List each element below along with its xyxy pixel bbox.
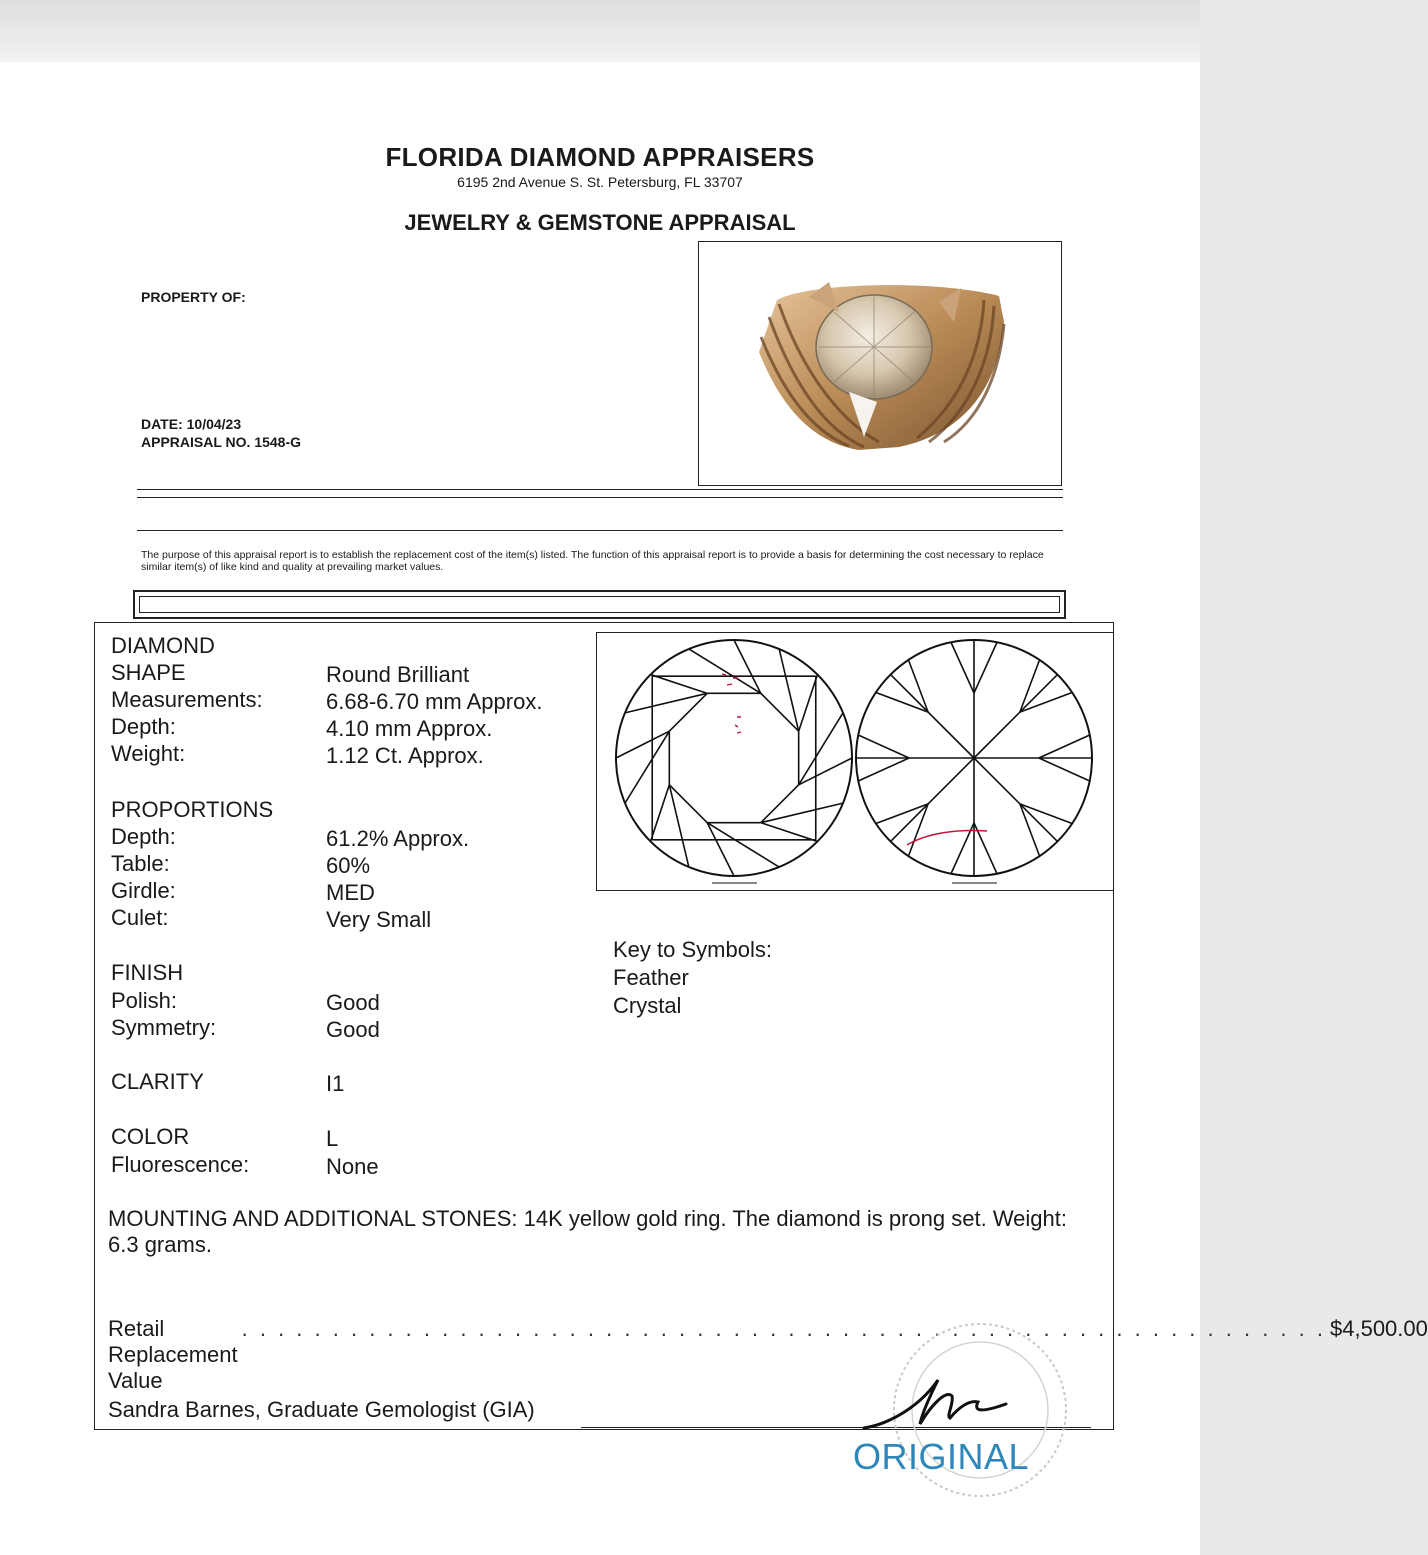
spec-label: Weight: (111, 741, 186, 766)
spec-label: Depth: (111, 824, 176, 849)
clarity-plot (597, 633, 1113, 890)
divider-rule (137, 530, 1063, 531)
appraisal-number-value: 1548-G (254, 434, 302, 450)
fluorescence-value: None (326, 1154, 379, 1179)
appraiser-name: Sandra Barnes, Graduate Gemologist (GIA) (108, 1397, 535, 1422)
purpose-statement: The purpose of this appraisal report is to establish the replacement cost of the item(s) listed. The function of this appraisal report is to provide a basis for determining the cost necessary to replace similar item(s) of like kind and quality at prevailing market values. (141, 549, 1044, 573)
date-label: DATE: (141, 416, 183, 432)
clarity-label: CLARITY (111, 1069, 204, 1094)
spec-value: 60% (326, 853, 371, 878)
spec-value: 6.68-6.70 mm Approx. (326, 689, 543, 714)
spec-value: MED (326, 880, 375, 905)
signature-icon (860, 1366, 1020, 1436)
key-item-feather: Feather (613, 965, 689, 990)
spec-value: 61.2% Approx. (326, 826, 470, 851)
color-value: L (326, 1126, 339, 1151)
divider-rule (137, 497, 1063, 498)
spec-value: Very Small (326, 907, 432, 932)
date-value: 10/04/23 (186, 416, 242, 432)
spec-value: 1.12 Ct. Approx. (326, 743, 484, 768)
leader-dots: . . . . . . . . . . . . . . . . . . . . . . . . . . . . . . . . . . . . . . . . . . . . . . . . . . . . . . . . . . . . (241, 1316, 1326, 1341)
original-stamp: ORIGINAL (853, 1436, 1030, 1477)
appraisal-number-label: APPRAISAL NO. (141, 434, 251, 450)
retail-value-amount: $4,500.00 (1330, 1316, 1428, 1341)
ring-photo (698, 241, 1062, 486)
scanner-edge (0, 0, 1200, 62)
spec-label: SHAPE (111, 660, 186, 685)
company-name: FLORIDA DIAMOND APPRAISERS (385, 142, 815, 172)
key-item-crystal: Crystal (613, 993, 682, 1018)
ring-photo-icon (699, 242, 1061, 485)
spec-label: Polish: (111, 988, 178, 1013)
retail-value-label: Retail Replacement Value (108, 1316, 238, 1393)
key-to-symbols (613, 936, 772, 1020)
spec-value: Round Brilliant (326, 662, 470, 687)
fluorescence-label: Fluorescence: (111, 1152, 250, 1177)
property-of-label: PROPERTY OF: (141, 289, 246, 305)
spec-label: Table: (111, 851, 170, 876)
spec-label: Depth: (111, 714, 176, 739)
spec-value: 4.10 mm Approx. (326, 716, 493, 741)
spec-value: Good (326, 1017, 380, 1042)
mounting-description: MOUNTING AND ADDITIONAL STONES: 14K yellow gold ring. The diamond is prong set. Weight: 6.3 grams. (108, 1206, 1067, 1257)
diamond-pavilion-diagram-icon (856, 640, 1092, 876)
key-heading: Key to Symbols: (613, 937, 772, 962)
proportions-heading: PROPORTIONS (111, 797, 274, 822)
spec-label: Culet: (111, 905, 169, 930)
document-title: JEWELRY & GEMSTONE APPRAISAL (404, 210, 796, 235)
diamond-crown-diagram-icon (616, 640, 852, 876)
clarity-plot-box (596, 632, 1114, 891)
spec-label: Measurements: (111, 687, 263, 712)
clarity-value: I1 (326, 1071, 345, 1096)
diamond-heading: DIAMOND (111, 633, 215, 658)
appraisal-number-line (141, 434, 301, 450)
spec-label: Girdle: (111, 878, 176, 903)
finish-heading: FINISH (111, 960, 184, 985)
divider-rule (137, 489, 1063, 490)
spec-label: Symmetry: (111, 1015, 217, 1040)
color-label: COLOR (111, 1124, 190, 1149)
company-address: 6195 2nd Avenue S. St. Petersburg, FL 33707 (457, 174, 743, 190)
inclusion-marks (722, 674, 987, 845)
double-border-box (133, 590, 1066, 619)
date-line (141, 416, 241, 432)
spec-value: Good (326, 990, 380, 1015)
